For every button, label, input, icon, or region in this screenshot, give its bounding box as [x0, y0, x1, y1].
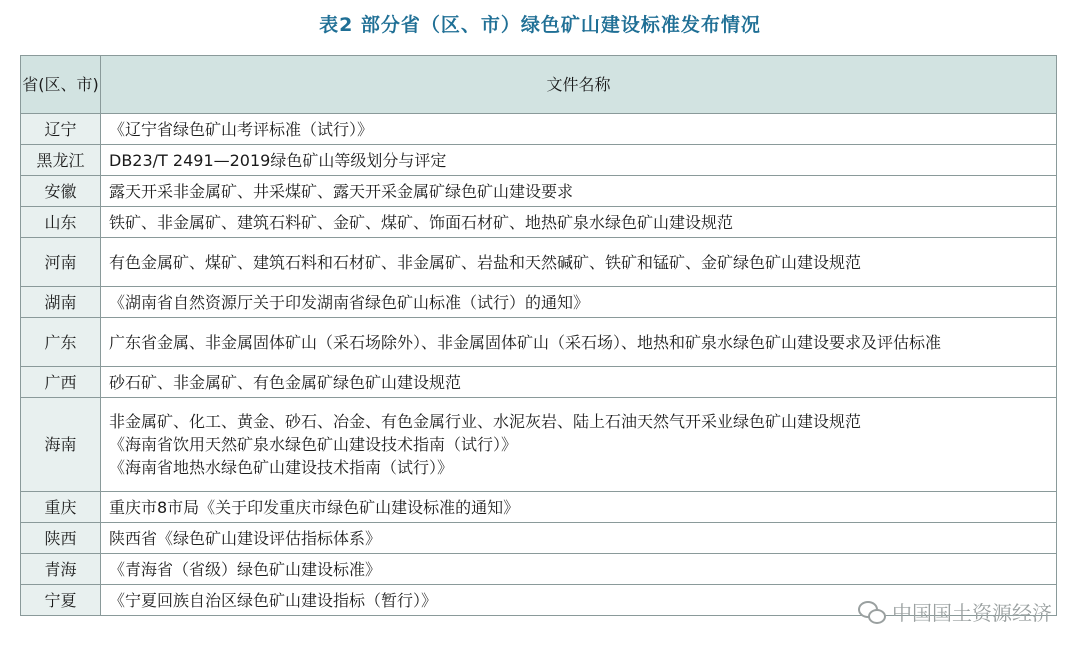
table-row — [21, 238, 1057, 287]
province-cell: 辽宁 — [21, 114, 101, 145]
watermark — [858, 597, 1052, 626]
table-row — [21, 176, 1057, 207]
province-cell: 陕西 — [21, 523, 101, 554]
files-cell — [101, 492, 1057, 523]
header-files: 文件名称 — [101, 56, 1057, 114]
file-name: 《青海省（省级）绿色矿山建设标准》 — [109, 559, 382, 579]
files-cell — [101, 398, 1057, 492]
files-cell — [101, 114, 1057, 145]
province-cell: 黑龙江 — [21, 145, 101, 176]
table-title: 表2 部分省（区、市）绿色矿山建设标准发布情况 — [319, 14, 761, 36]
table-row — [21, 367, 1057, 398]
wechat-icon — [858, 601, 886, 623]
file-name: 陕西省《绿色矿山建设评估指标体系》 — [109, 528, 382, 548]
file-name: 重庆市8市局《关于印发重庆市绿色矿山建设标准的通知》 — [109, 497, 520, 517]
table-row — [21, 145, 1057, 176]
file-name: 《海南省饮用天然矿泉水绿色矿山建设技术指南（试行）》 — [109, 435, 518, 454]
file-name: 砂石矿、非金属矿、有色金属矿绿色矿山建设规范 — [109, 372, 462, 392]
files-cell — [101, 554, 1057, 585]
header-province: 省(区、市) — [21, 56, 101, 114]
table-row — [21, 398, 1057, 492]
file-name: DB23/T 2491—2019绿色矿山等级划分与评定 — [109, 150, 447, 170]
table-header-row — [21, 56, 1057, 114]
file-name: 《湖南省自然资源厅关于印发湖南省绿色矿山标准（试行）的通知》 — [109, 292, 590, 312]
table-row — [21, 523, 1057, 554]
province-cell: 湖南 — [21, 287, 101, 318]
files-cell — [101, 287, 1057, 318]
province-cell: 青海 — [21, 554, 101, 585]
province-cell: 山东 — [21, 207, 101, 238]
province-cell: 广西 — [21, 367, 101, 398]
table-row — [21, 554, 1057, 585]
file-name: 《海南省地热水绿色矿山建设技术指南（试行）》 — [109, 458, 454, 477]
province-cell: 重庆 — [21, 492, 101, 523]
files-cell — [101, 176, 1057, 207]
files-cell — [101, 523, 1057, 554]
files-cell — [101, 145, 1057, 176]
file-name: 《宁夏回族自治区绿色矿山建设指标（暂行）》 — [109, 590, 438, 610]
files-cell — [101, 207, 1057, 238]
files-cell — [101, 238, 1057, 287]
files-cell — [101, 318, 1057, 367]
province-cell: 海南 — [21, 398, 101, 492]
files-cell — [101, 367, 1057, 398]
table-row — [21, 287, 1057, 318]
province-cell: 广东 — [21, 318, 101, 367]
file-name: 铁矿、非金属矿、建筑石料矿、金矿、煤矿、饰面石材矿、地热矿泉水绿色矿山建设规范 — [109, 212, 734, 232]
file-name: 非金属矿、化工、黄金、砂石、冶金、有色金属行业、水泥灰岩、陆上石油天然气开采业绿色矿山建设规范 — [109, 412, 862, 431]
standards-table — [20, 55, 1057, 616]
file-name: 有色金属矿、煤矿、建筑石料和石材矿、非金属矿、岩盐和天然碱矿、铁矿和锰矿、金矿绿色矿山建设规范 — [109, 252, 862, 272]
file-name: 广东省金属、非金属固体矿山（采石场除外）、非金属固体矿山（采石场）、地热和矿泉水绿色矿山建设要求及评估标准 — [109, 332, 942, 352]
province-cell: 宁夏 — [21, 585, 101, 616]
table-row — [21, 207, 1057, 238]
file-name: 露天开采非金属矿、井采煤矿、露天开采金属矿绿色矿山建设要求 — [109, 181, 574, 201]
province-cell: 安徽 — [21, 176, 101, 207]
table-row — [21, 318, 1057, 367]
file-name: 《辽宁省绿色矿山考评标准（试行）》 — [109, 119, 374, 139]
table-row — [21, 114, 1057, 145]
table-body — [21, 114, 1057, 616]
watermark-text: 中国国土资源经济 — [892, 601, 1052, 625]
table-row — [21, 492, 1057, 523]
province-cell: 河南 — [21, 238, 101, 287]
